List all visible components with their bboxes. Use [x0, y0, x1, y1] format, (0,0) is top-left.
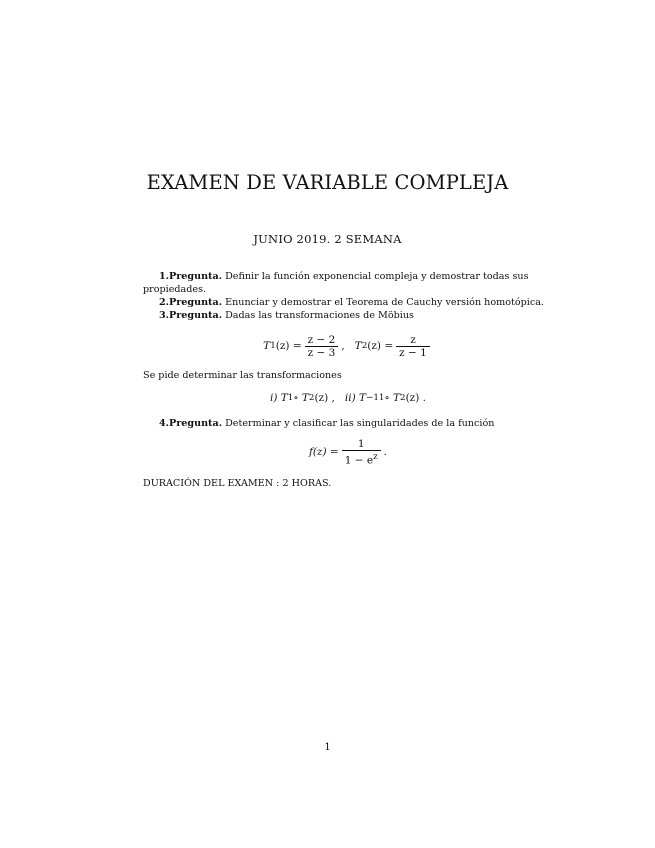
part-ii-sup: −1	[366, 393, 379, 403]
question-2	[143, 296, 553, 309]
part-i-a: i) T	[270, 392, 288, 404]
t2-numerator: z	[410, 334, 416, 346]
part-ii-b: ∘ T	[384, 392, 400, 404]
question-2-label: 2.Pregunta.	[159, 297, 223, 308]
t1-fraction	[305, 334, 339, 359]
part-i-sub2: 2	[308, 393, 315, 403]
f-lhs: f(z) =	[308, 445, 339, 458]
part-i-arg: (z) ,	[314, 392, 335, 404]
mobius-equations	[143, 334, 553, 359]
t1-arg: (z) =	[275, 340, 302, 352]
question-3-followup: Se pide determinar las transformaciones	[143, 370, 342, 381]
t1-numerator: z − 2	[307, 334, 336, 346]
part-ii-a: ii) T	[344, 392, 367, 404]
t2-arg: (z) =	[367, 340, 394, 352]
f-end: .	[383, 445, 388, 458]
question-4-label: 4.Pregunta.	[159, 418, 223, 429]
part-ii-sub2: 2	[400, 393, 406, 403]
question-3-label: 3.Pregunta.	[159, 310, 223, 321]
f-denominator-base: 1 − e	[344, 454, 374, 467]
exam-body	[143, 270, 553, 490]
question-1-label: 1.Pregunta.	[159, 271, 223, 282]
exam-duration: DURACIÓN DEL EXAMEN : 2 HORAS.	[143, 477, 332, 489]
question-2-text: Enunciar y demostrar el Teorema de Cauchy versión homotópica.	[225, 297, 544, 308]
page-number: 1	[324, 742, 331, 753]
page-subtitle: JUNIO 2019. 2 SEMANA	[253, 232, 402, 246]
f-denominator-exp: z	[373, 452, 378, 462]
part-i-sub1: 1	[287, 393, 294, 403]
t1-denominator: z − 3	[305, 346, 339, 359]
question-4	[143, 417, 553, 430]
t2-fraction	[396, 334, 430, 359]
function-equation	[143, 438, 553, 467]
part-ii-arg: (z) .	[405, 392, 426, 404]
f-denominator	[342, 450, 381, 467]
question-3	[143, 309, 553, 322]
f-fraction	[342, 438, 381, 467]
equation-separator: ,	[341, 340, 345, 352]
t1-subscript: 1	[270, 341, 276, 351]
question-3-text: Dadas las transformaciones de Möbius	[225, 310, 414, 321]
question-1	[143, 270, 553, 296]
t1-symbol: T	[263, 340, 271, 352]
composition-parts	[143, 392, 553, 405]
question-4-text: Determinar y clasificar las singularidades de la función	[225, 418, 495, 429]
part-i-b: ∘ T	[293, 392, 309, 404]
page-title: EXAMEN DE VARIABLE COMPLEJA	[146, 171, 509, 194]
t2-denominator: z − 1	[396, 346, 430, 359]
part-ii-sub: 1	[378, 393, 385, 403]
question-1-text: Definir la función exponencial compleja y demostrar todas sus propiedades.	[143, 271, 529, 295]
t2-subscript: 2	[361, 341, 368, 351]
t2-symbol: T	[354, 340, 362, 352]
f-numerator: 1	[357, 438, 365, 450]
